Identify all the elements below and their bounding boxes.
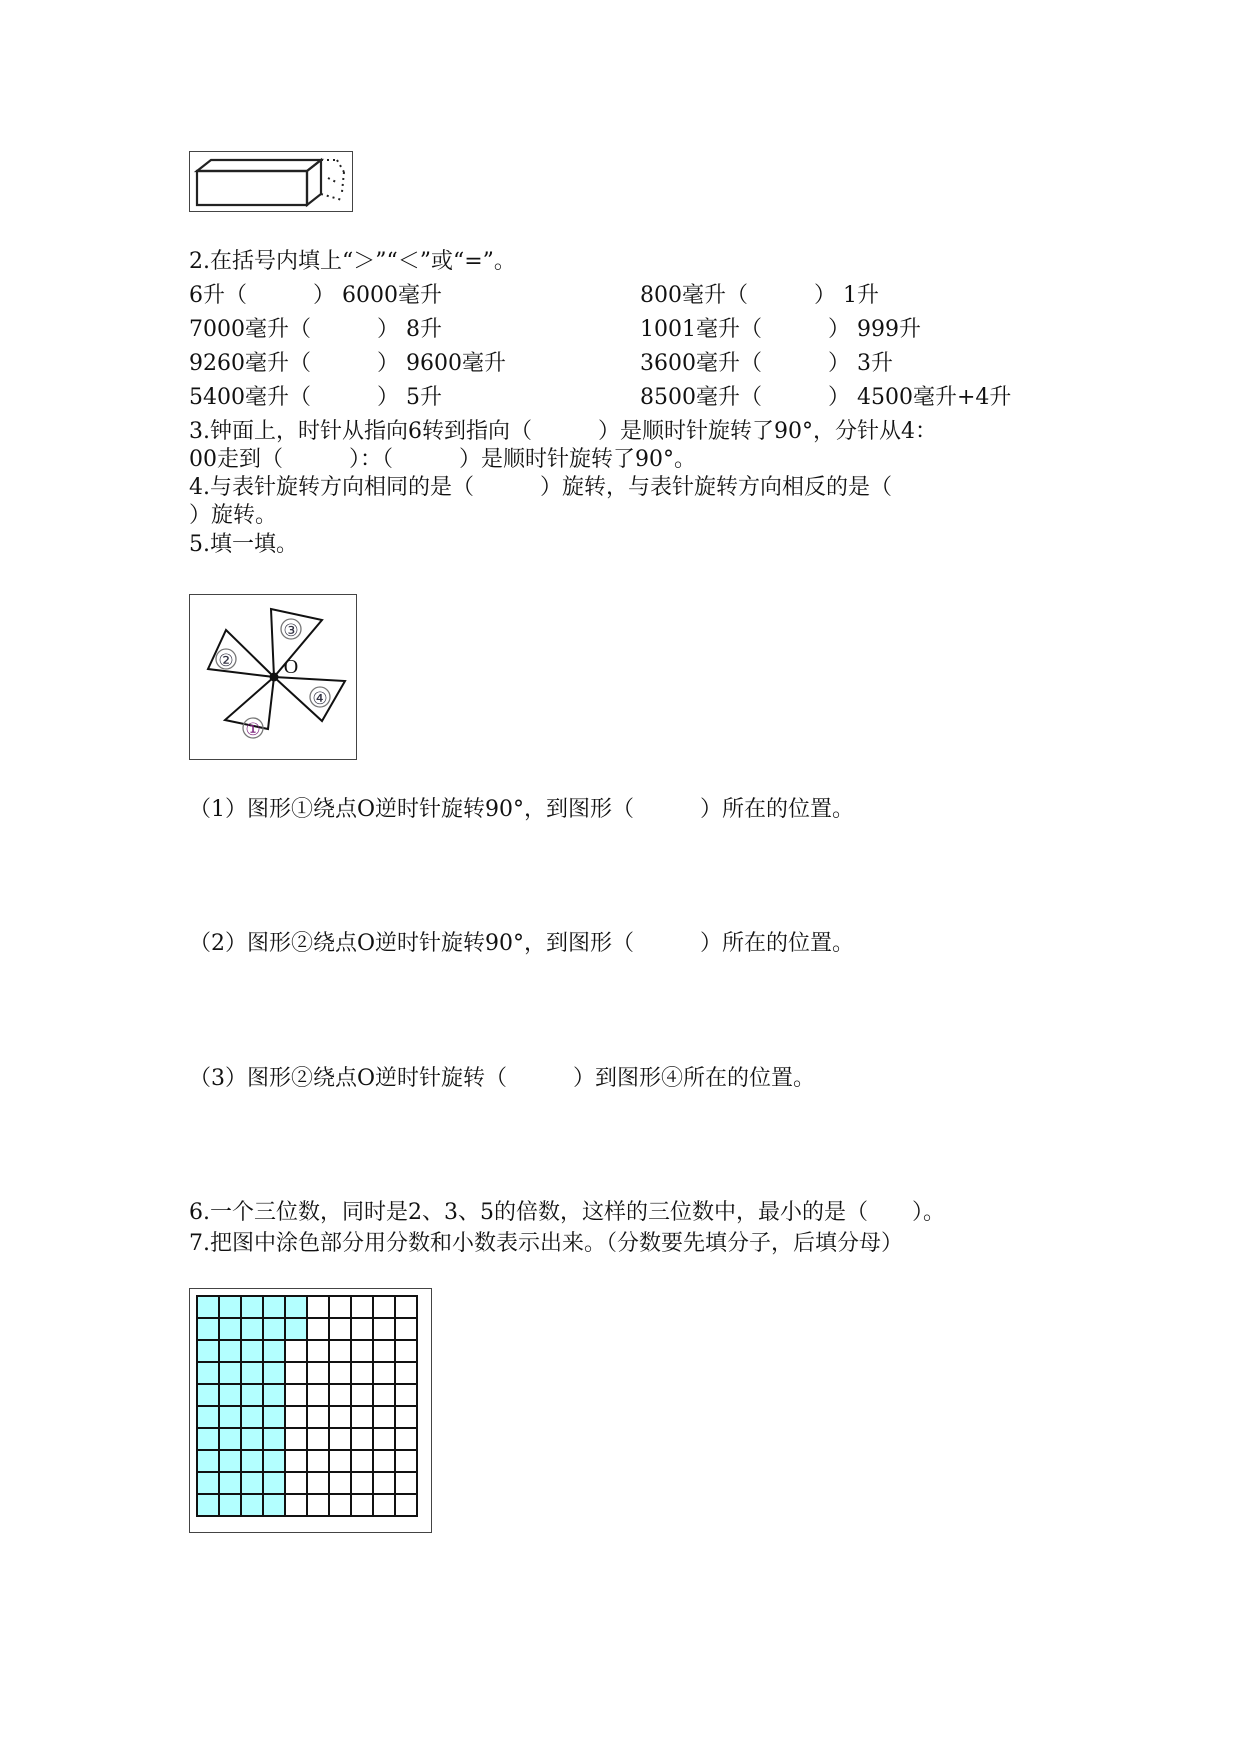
grid-cell [285,1428,307,1450]
grid-cell [395,1428,417,1450]
q2-row-4-right: 8500毫升（ ） 4500毫升+4升 [640,385,1012,410]
grid-cell-shaded [263,1384,285,1406]
grid-cell [395,1318,417,1340]
label-4: ④ [312,689,328,708]
grid-cell [285,1340,307,1362]
q2-title: 2.在括号内填上“＞”“＜”或“=”。 [189,249,516,274]
grid-cell-shaded [263,1428,285,1450]
grid-cell [395,1296,417,1318]
hundred-grid [190,1289,433,1534]
grid-cell-shaded [197,1340,219,1362]
grid-cell-shaded [197,1318,219,1340]
q2-row-3-right: 3600毫升（ ） 3升 [640,351,893,376]
grid-cell-shaded [263,1318,285,1340]
grid-cell [373,1450,395,1472]
grid-cell-shaded [197,1384,219,1406]
grid-cell-shaded [219,1340,241,1362]
grid-cell-shaded [241,1494,263,1516]
grid-cell-shaded [241,1472,263,1494]
grid-cell-shaded [263,1494,285,1516]
q2-row-2-left: 7000毫升（ ） 8升 [189,317,442,342]
grid-cell-shaded [241,1318,263,1340]
grid-cell [307,1340,329,1362]
cuboid-figure [189,151,353,212]
grid-cell-shaded [263,1340,285,1362]
grid-cell [351,1340,373,1362]
grid-cell [395,1362,417,1384]
grid-cell-shaded [197,1362,219,1384]
grid-cell-shaded [241,1406,263,1428]
grid-cell-shaded [219,1318,241,1340]
grid-cell [307,1472,329,1494]
grid-cell [373,1472,395,1494]
grid-cell [351,1318,373,1340]
grid-cell [351,1406,373,1428]
q5-title: 5.填一填。 [189,532,298,557]
grid-cell [373,1340,395,1362]
grid-cell-shaded [263,1362,285,1384]
grid-cell [329,1406,351,1428]
grid-cell [373,1428,395,1450]
grid-cell-shaded [241,1362,263,1384]
grid-cell [329,1362,351,1384]
q4-line-1: 4.与表针旋转方向相同的是（ ）旋转，与表针旋转方向相反的是（ [189,475,892,500]
grid-cell [395,1450,417,1472]
grid-cell-shaded [241,1450,263,1472]
grid-cell-shaded [263,1296,285,1318]
grid-cell-shaded [219,1296,241,1318]
grid-cell [351,1296,373,1318]
q7-text: 7.把图中涂色部分用分数和小数表示出来。（分数要先填分子，后填分母） [189,1231,903,1256]
grid-cell-shaded [219,1384,241,1406]
label-center-o: O [283,656,299,678]
grid-cell [351,1494,373,1516]
grid-cell-shaded [219,1428,241,1450]
grid-cell [285,1406,307,1428]
grid-cell-shaded [219,1450,241,1472]
grid-cell [329,1340,351,1362]
grid-cell-shaded [197,1406,219,1428]
q2-row-1-left: 6升（ ） 6000毫升 [189,283,442,308]
grid-cell [395,1384,417,1406]
grid-cell [285,1362,307,1384]
center-point [270,673,279,682]
q3-line-2: 00走到（ ）：（ ）是顺时针旋转了90°。 [189,447,696,472]
grid-cell [351,1428,373,1450]
grid-cell [351,1450,373,1472]
q2-row-2-right: 1001毫升（ ） 999升 [640,317,921,342]
grid-cell [373,1318,395,1340]
grid-cell-shaded [219,1406,241,1428]
q6-text: 6.一个三位数，同时是2、3、5的倍数，这样的三位数中，最小的是（ ）。 [189,1200,945,1225]
grid-cell-shaded [219,1362,241,1384]
pinwheel-drawing [190,595,358,761]
q4-line-2: ）旋转。 [189,503,278,528]
grid-cell-shaded [241,1296,263,1318]
grid-cell-shaded [263,1472,285,1494]
grid-cell-shaded [263,1406,285,1428]
grid-cell [307,1406,329,1428]
grid-cell [329,1296,351,1318]
grid-cell [285,1472,307,1494]
grid-cell [285,1384,307,1406]
grid-cell [307,1450,329,1472]
grid-cell [307,1296,329,1318]
grid-cell [395,1472,417,1494]
label-1: ① [245,720,261,739]
grid-cell-shaded [241,1384,263,1406]
pinwheel-figure [189,594,357,760]
grid-cell-shaded [241,1340,263,1362]
grid-cell-shaded [285,1318,307,1340]
grid-cell-shaded [197,1494,219,1516]
q2-row-1-right: 800毫升（ ） 1升 [640,283,879,308]
grid-cell [373,1406,395,1428]
cuboid-drawing [190,152,354,213]
grid-cell [373,1296,395,1318]
q5-sub-2: （2）图形②绕点O逆时针旋转90°，到图形（ ）所在的位置。 [189,931,855,956]
q5-sub-3: （3）图形②绕点O逆时针旋转（ ）到图形④所在的位置。 [189,1066,816,1091]
grid-cell [395,1340,417,1362]
grid-cell-shaded [197,1450,219,1472]
triangle-4 [274,677,345,721]
grid-cell-shaded [263,1450,285,1472]
label-2: ② [218,651,234,670]
grid-cell [285,1494,307,1516]
grid-cell-shaded [197,1472,219,1494]
grid-cell-shaded [285,1296,307,1318]
grid-cell [307,1494,329,1516]
grid-cell-shaded [219,1494,241,1516]
grid-cell [351,1362,373,1384]
grid-cell-shaded [197,1428,219,1450]
grid-cell [329,1472,351,1494]
grid-cell [285,1450,307,1472]
grid-cell [307,1384,329,1406]
grid-cell [307,1428,329,1450]
grid-cell [329,1494,351,1516]
grid-cell [329,1318,351,1340]
grid-cell [395,1406,417,1428]
q2-row-3-left: 9260毫升（ ） 9600毫升 [189,351,506,376]
grid-cell-shaded [241,1428,263,1450]
grid-cell-shaded [219,1472,241,1494]
grid-cell [329,1384,351,1406]
q5-sub-1: （1）图形①绕点O逆时针旋转90°，到图形（ ）所在的位置。 [189,797,855,822]
grid-cell-shaded [197,1296,219,1318]
grid-cell [307,1362,329,1384]
grid-cell [307,1318,329,1340]
grid-cell [329,1450,351,1472]
q3-line-1: 3.钟面上，时针从指向6转到指向（ ）是顺时针旋转了90°，分针从4： [189,419,937,444]
grid-cell [351,1384,373,1406]
grid-cell [373,1362,395,1384]
hundred-grid-figure [189,1288,432,1533]
grid-cell [373,1494,395,1516]
label-3: ③ [283,621,299,640]
q2-row-4-left: 5400毫升（ ） 5升 [189,385,442,410]
grid-cell [395,1494,417,1516]
grid-cell [329,1428,351,1450]
grid-cell [373,1384,395,1406]
grid-cell [351,1472,373,1494]
